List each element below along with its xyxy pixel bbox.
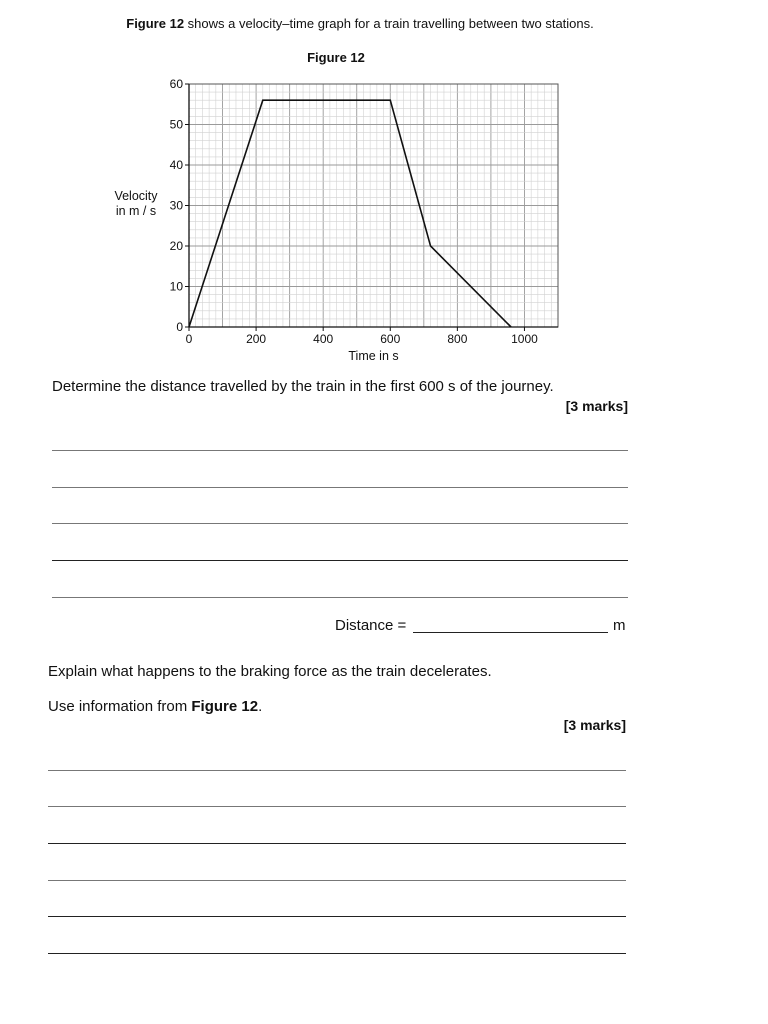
answer-line[interactable] (48, 880, 626, 881)
y-tick-label: 0 (176, 320, 183, 334)
question2-prompt (48, 698, 262, 715)
question1-marks: [3 marks] (565, 398, 628, 414)
x-tick-label: 1000 (511, 332, 538, 346)
question2-text: Explain what happens to the braking force as the train decelerates. (48, 663, 492, 680)
answer-line[interactable] (52, 597, 628, 598)
y-tick-label: 10 (169, 279, 183, 294)
y-tick-label: 60 (169, 77, 183, 91)
answer-line[interactable] (48, 843, 626, 844)
x-tick-label: 200 (246, 332, 267, 346)
answer-line[interactable] (52, 487, 628, 488)
answer-line[interactable] (52, 560, 628, 561)
y-axis-label-line1: Velocity (114, 189, 158, 203)
x-tick-label: 0 (185, 332, 193, 346)
x-tick-label: 600 (380, 332, 401, 346)
y-axis-label (108, 189, 164, 219)
question2-figure-reference: Figure 12 (191, 698, 259, 715)
question2-prompt-suffix: . (258, 698, 263, 715)
answer-line[interactable] (52, 450, 628, 451)
question2-marks: [3 marks] (563, 717, 626, 733)
x-tick-label: 800 (447, 332, 468, 346)
answer-line[interactable] (48, 770, 626, 771)
x-axis-label: Time in s (348, 349, 399, 363)
y-axis-label-line2: in m / s (115, 204, 157, 218)
figure-title: Figure 12 (307, 50, 365, 65)
answer-line[interactable] (48, 916, 626, 917)
distance-unit: m (613, 617, 626, 634)
distance-answer-line[interactable] (413, 632, 608, 633)
intro-sentence: shows a velocity–time graph for a train travelling between two stations. (184, 16, 594, 31)
answer-line[interactable] (48, 806, 626, 807)
answer-line[interactable] (52, 523, 628, 524)
y-tick-label: 50 (169, 117, 183, 132)
answer-line[interactable] (48, 953, 626, 954)
y-tick-label: 20 (169, 239, 183, 253)
x-tick-label: 400 (313, 332, 334, 346)
question1-text: Determine the distance travelled by the train in the first 600 s of the journey. (52, 378, 554, 395)
y-tick-label: 40 (169, 158, 183, 172)
distance-label: Distance = (335, 617, 407, 634)
question2-prompt-prefix: Use information from (48, 698, 192, 715)
figure-reference: Figure 12 (126, 16, 185, 31)
y-tick-label: 30 (169, 198, 183, 213)
